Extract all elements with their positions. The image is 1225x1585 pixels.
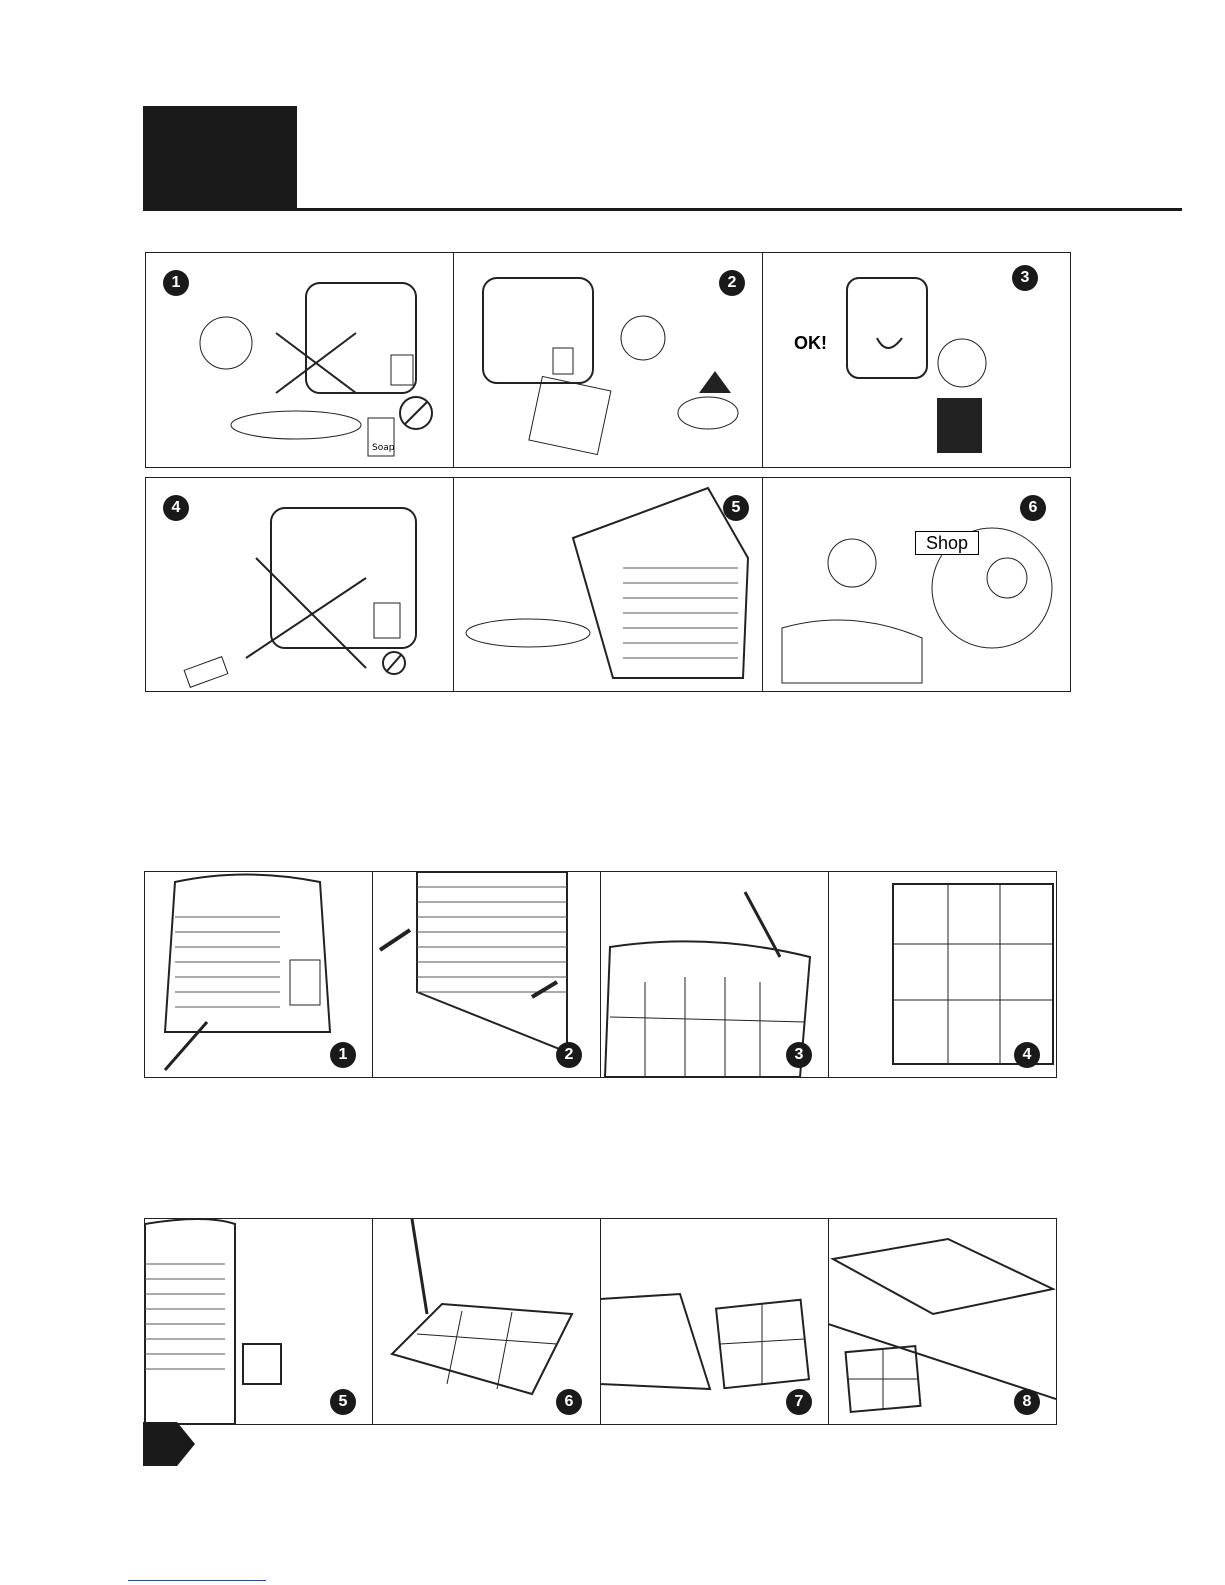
- step-8: [828, 1219, 1056, 1424]
- panel-3: [762, 253, 1070, 467]
- step-badge: 1: [163, 270, 189, 296]
- step-6: [372, 1219, 601, 1424]
- step-badge: 2: [556, 1042, 582, 1068]
- step-badge: 8: [1014, 1389, 1040, 1415]
- illustration-do-not-wash-with-water: [146, 478, 453, 691]
- step-badge: 6: [556, 1389, 582, 1415]
- step-4: [828, 872, 1056, 1077]
- shop-label: Shop: [915, 531, 979, 555]
- soap-label: Soap: [372, 443, 395, 453]
- step-badge: 4: [1014, 1042, 1040, 1068]
- step-badge: 5: [330, 1389, 356, 1415]
- panel-6: [762, 478, 1070, 691]
- section-header-tab: [143, 106, 297, 210]
- warning-icon: [699, 371, 731, 393]
- step-badge: 6: [1020, 495, 1046, 521]
- step-2: [372, 872, 601, 1077]
- ok-label: OK!: [794, 333, 827, 353]
- filter-steps-row-2: [144, 1218, 1057, 1425]
- step-7: [600, 1219, 829, 1424]
- step-badge: 2: [719, 270, 745, 296]
- page-number-tab: [143, 1422, 195, 1466]
- panel-4: [146, 478, 454, 691]
- illustration-row-2: [145, 477, 1071, 692]
- step-badge: 1: [330, 1042, 356, 1068]
- step-badge: 7: [786, 1389, 812, 1415]
- illustration-drain-water: [453, 478, 762, 691]
- footer-link-underline: [128, 1580, 266, 1581]
- header-rule: [143, 208, 1182, 211]
- illustration-wash-unit: [146, 253, 453, 467]
- panel-5: [453, 478, 763, 691]
- panel-1: [146, 253, 454, 467]
- illustration-row-1: [145, 252, 1071, 468]
- filter-steps-row-1: [144, 871, 1057, 1078]
- step-1: [145, 872, 373, 1077]
- step-3: [600, 872, 829, 1077]
- panel-2: [453, 253, 763, 467]
- step-badge: 4: [163, 495, 189, 521]
- step-badge: 5: [723, 495, 749, 521]
- step-5: [145, 1219, 373, 1424]
- step-badge: 3: [1012, 265, 1038, 291]
- step-badge: 3: [786, 1042, 812, 1068]
- illustration-vacuum-filter: [453, 253, 762, 467]
